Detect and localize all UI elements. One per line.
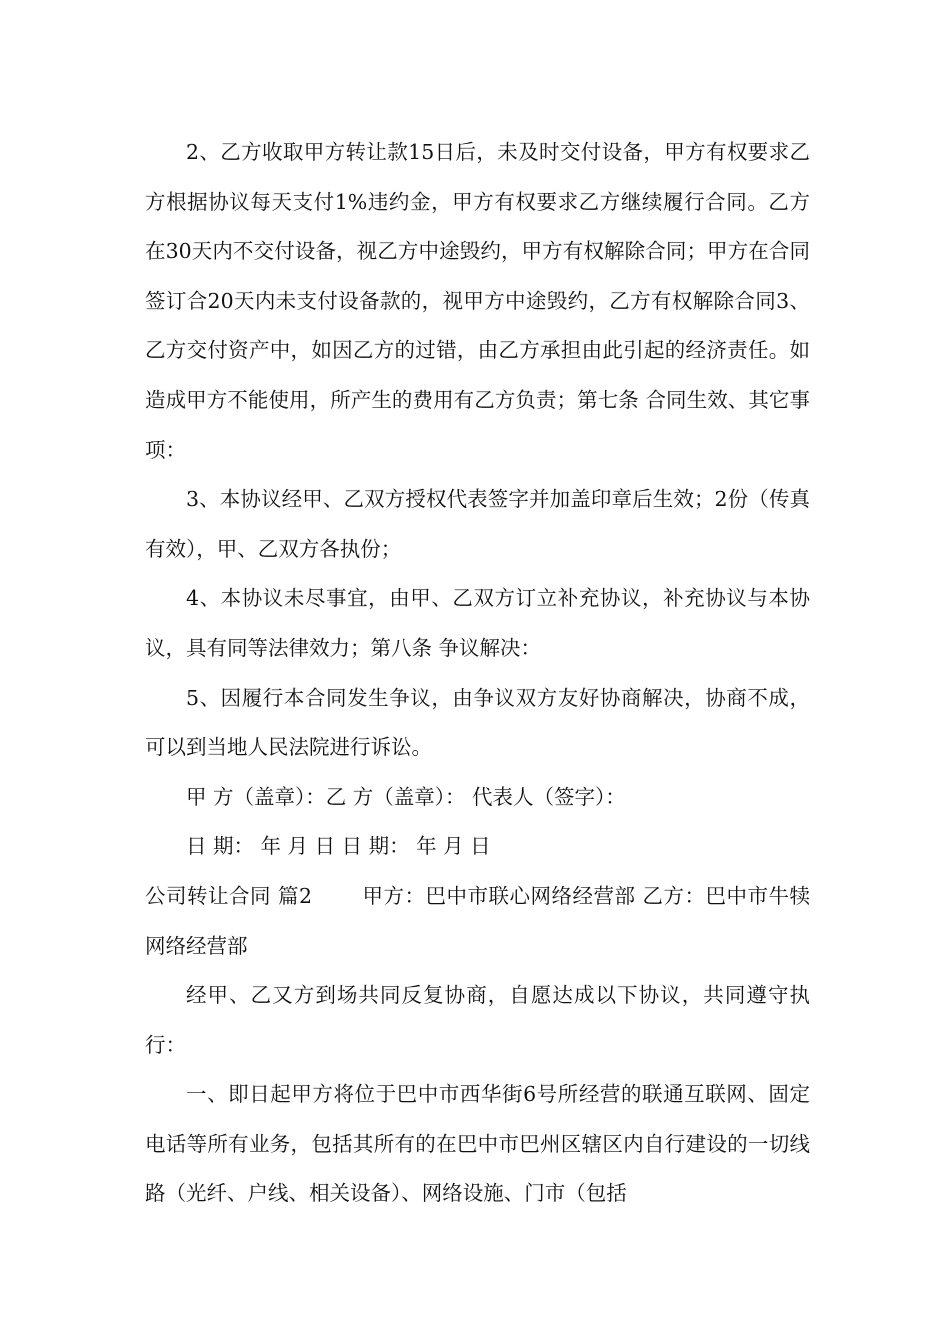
document-body	[145, 128, 810, 1219]
signature-line: 甲 方（盖章）：乙 方（盖章）： 代表人（签字）：	[186, 784, 626, 809]
section-parties: 甲方：巴中市联心网络经营部 乙方：巴中市牛犊网络经营部	[145, 883, 811, 958]
paragraph-clause-5: 5、因履行本合同发生争议，由争议双方友好协商解决，协商不成，可以到当地人民法院进行诉讼。	[145, 685, 810, 760]
paragraph-clause-2: 2、乙方收取甲方转让款15日后，未及时交付设备，甲方有权要求乙方根据协议每天支付1%违约金，甲方有权要求乙方继续履行合同。乙方在30天内不交付设备，视乙方中途毁约，甲方有权解除合同；甲方在合同签订合20天内未支付设备款的，视甲方中途毁约，乙方有权解除合同3、乙方交付资产中，如因乙方的过错，由乙方承担由此引起的经济责任。如造成甲方不能使用，所产生的费用有乙方负责；第七条 合同生效、其它事项：	[145, 140, 810, 462]
section-title: 公司转让合同 篇2	[145, 883, 313, 908]
section-heading	[145, 872, 810, 971]
paragraph-agreement-intro: 经甲、乙又方到场共同反复协商，自愿达成以下协议，共同遵守执行：	[145, 983, 810, 1057]
date-line: 日 期： 年 月 日 日 期： 年 月 日	[186, 834, 491, 859]
paragraph-item-1: 一、即日起甲方将位于巴中市西华街6号所经营的联通互联网、固定电话等所有业务，包括其所有的在巴中市巴州区辖区内自行建设的一切线路（光纤、户线、相关设备）、网络设施、门市（包括	[145, 1082, 810, 1206]
paragraph-clause-3: 3、本协议经甲、乙双方授权代表签字并加盖印章后生效；2份（传真有效），甲、乙双方各执份；	[145, 487, 810, 561]
paragraph-clause-4: 4、本协议未尽事宜，由甲、乙双方订立补充协议，补充协议与本协议，具有同等法律效力；第八条 争议解决：	[145, 586, 810, 660]
